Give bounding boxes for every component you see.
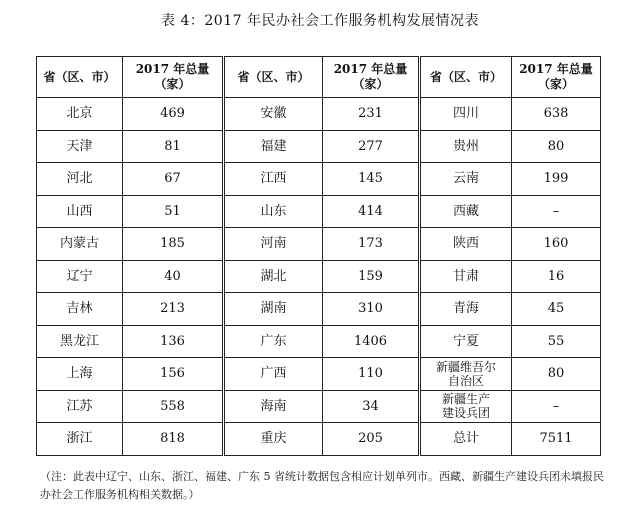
- value-cell: 34: [323, 390, 420, 423]
- province-cell: 北京: [37, 98, 123, 131]
- value-cell: 213: [123, 293, 224, 326]
- value-cell: 67: [123, 163, 224, 196]
- value-cell: 231: [323, 98, 420, 131]
- value-cell: 558: [123, 390, 224, 423]
- province-cell: 四川: [420, 98, 512, 131]
- province-cell: 上海: [37, 358, 123, 391]
- province-cell: 山东: [224, 195, 323, 228]
- province-cell: 江西: [224, 163, 323, 196]
- header-province-3: 省（区、市）: [420, 57, 512, 98]
- total-label-cell: 总计: [420, 423, 512, 456]
- table-row: [37, 293, 601, 326]
- value-cell: 16: [512, 260, 601, 293]
- province-cell: 山西: [37, 195, 123, 228]
- table-row: [37, 195, 601, 228]
- value-cell: 51: [123, 195, 224, 228]
- province-cell: 内蒙古: [37, 228, 123, 261]
- table-note: （注：此表中辽宁、山东、浙江、福建、广东 5 省统计数据包含相应计划单列市。西藏、新疆生产建设兵团未填报民办社会工作服务机构相关数据。）: [40, 470, 604, 501]
- table-row: [37, 98, 601, 131]
- table-header-row: [37, 57, 601, 98]
- value-cell: 136: [123, 325, 224, 358]
- value-cell: 1406: [323, 325, 420, 358]
- province-cell: 福建: [224, 130, 323, 163]
- province-cell: 天津: [37, 130, 123, 163]
- table-title: 表 4：2017 年民办社会工作服务机构发展情况表: [161, 13, 479, 29]
- province-cell: 新疆维吾尔 自治区: [420, 358, 512, 391]
- province-cell: 浙江: [37, 423, 123, 456]
- header-total-2: 2017 年总量 （家）: [323, 57, 420, 98]
- value-cell: 160: [512, 228, 601, 261]
- province-cell: 江苏: [37, 390, 123, 423]
- table-row: [37, 130, 601, 163]
- province-cell: 安徽: [224, 98, 323, 131]
- province-cell: 吉林: [37, 293, 123, 326]
- value-cell: 145: [323, 163, 420, 196]
- value-cell: 818: [123, 423, 224, 456]
- province-cell: 广西: [224, 358, 323, 391]
- value-cell: 159: [323, 260, 420, 293]
- province-cell: 云南: [420, 163, 512, 196]
- value-cell: 156: [123, 358, 224, 391]
- value-cell: 185: [123, 228, 224, 261]
- value-cell: 80: [512, 130, 601, 163]
- province-cell: 重庆: [224, 423, 323, 456]
- table-row: [37, 423, 601, 456]
- value-cell: 55: [512, 325, 601, 358]
- value-cell: 45: [512, 293, 601, 326]
- province-cell: 广东: [224, 325, 323, 358]
- table-row: [37, 260, 601, 293]
- value-cell: 199: [512, 163, 601, 196]
- value-cell: 40: [123, 260, 224, 293]
- value-cell: 469: [123, 98, 224, 131]
- table-row: [37, 358, 601, 391]
- province-cell: 新疆生产 建设兵团: [420, 390, 512, 423]
- value-cell: –: [512, 195, 601, 228]
- value-cell: 205: [323, 423, 420, 456]
- value-cell: 414: [323, 195, 420, 228]
- province-cell: 西藏: [420, 195, 512, 228]
- header-province-2: 省（区、市）: [224, 57, 323, 98]
- value-cell: 173: [323, 228, 420, 261]
- province-cell: 宁夏: [420, 325, 512, 358]
- table-row: [37, 325, 601, 358]
- province-cell: 甘肃: [420, 260, 512, 293]
- table-row: [37, 390, 601, 423]
- value-cell: 310: [323, 293, 420, 326]
- value-cell: 81: [123, 130, 224, 163]
- value-cell: 277: [323, 130, 420, 163]
- value-cell: 638: [512, 98, 601, 131]
- header-total-1: 2017 年总量 （家）: [123, 57, 224, 98]
- province-cell: 辽宁: [37, 260, 123, 293]
- province-cell: 贵州: [420, 130, 512, 163]
- province-cell: 湖南: [224, 293, 323, 326]
- header-province-1: 省（区、市）: [37, 57, 123, 98]
- value-cell: –: [512, 390, 601, 423]
- province-cell: 陕西: [420, 228, 512, 261]
- province-cell: 河南: [224, 228, 323, 261]
- province-cell: 河北: [37, 163, 123, 196]
- data-table: [36, 56, 601, 456]
- header-total-3: 2017 年总量 （家）: [512, 57, 601, 98]
- province-cell: 海南: [224, 390, 323, 423]
- value-cell: 110: [323, 358, 420, 391]
- province-cell: 黑龙江: [37, 325, 123, 358]
- province-cell: 青海: [420, 293, 512, 326]
- table-row: [37, 163, 601, 196]
- value-cell: 80: [512, 358, 601, 391]
- total-value-cell: 7511: [512, 423, 601, 456]
- table-row: [37, 228, 601, 261]
- province-cell: 湖北: [224, 260, 323, 293]
